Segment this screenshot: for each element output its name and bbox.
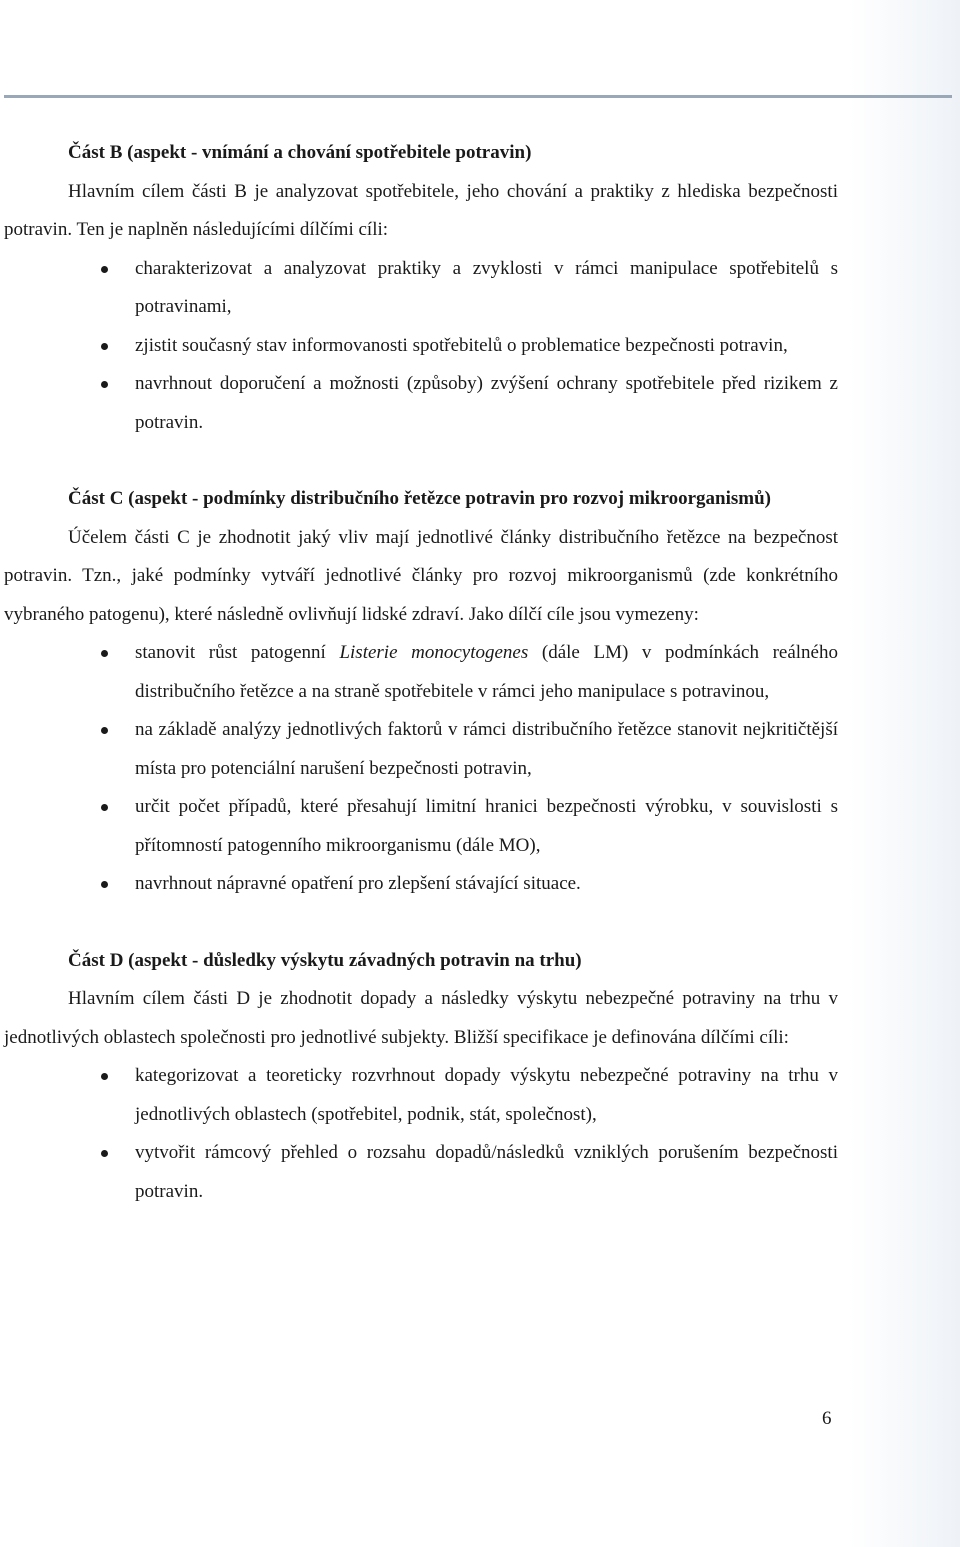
list-item: vytvořit rámcový přehled o rozsahu dopadů/následků vzniklých porušením bezpečnosti potravin.: [4, 1134, 838, 1211]
page-edge-shade: [850, 0, 960, 1547]
list-item-text: stanovit růst patogenní: [135, 642, 340, 663]
section-gap: [4, 904, 838, 942]
list-item: [4, 634, 838, 711]
page-number: 6: [822, 1408, 832, 1429]
list-item: na základě analýzy jednotlivých faktorů v rámci distribučního řetězce stanovit nejkritičtější místa pro potenciální narušení bezpečnosti potravin,: [4, 711, 838, 788]
list-item: kategorizovat a teoreticky rozvrhnout dopady výskytu nebezpečné potraviny na trhu v jednotlivých oblastech (spotřebitel, podnik, stát, společnost),: [4, 1057, 838, 1134]
list-item: zjistit současný stav informovanosti spotřebitelů o problematice bezpečnosti potravin,: [4, 327, 838, 366]
list-item: charakterizovat a analyzovat praktiky a zvyklosti v rámci manipulace spotřebitelů s potravinami,: [4, 250, 838, 327]
section-d-heading: Část D (aspekt - důsledky výskytu závadných potravin na trhu): [68, 949, 582, 971]
section-b-goals-list: [4, 250, 838, 443]
section-b-intro: Hlavním cílem části B je analyzovat spotřebitele, jeho chování a praktiky z hlediska bezpečnosti potravin. Ten je naplněn následujícími dílčími cíli:: [4, 180, 838, 240]
header-rule: [4, 95, 952, 98]
section-d-intro: Hlavním cílem části D je zhodnotit dopady a následky výskytu nebezpečné potraviny na trhu v jednotlivých oblastech společnosti pro jednotlivé subjekty. Bližší specifikace je definována dílčími cíli:: [4, 988, 838, 1048]
list-item: navrhnout nápravné opatření pro zlepšení stávající situace.: [4, 865, 838, 904]
list-item-text: (dále LM) v podmínkách reálného distribučního řetězce a na straně spotřebitele v rámci jeho manipulace s potravinou,: [135, 642, 838, 702]
list-item: navrhnout doporučení a možnosti (způsoby) zvýšení ochrany spotřebitele před rizikem z potravin.: [4, 365, 838, 442]
section-gap: [4, 442, 838, 480]
list-item: určit počet případů, které přesahují limitní hranici bezpečnosti výrobku, v souvislosti s přítomností patogenního mikroorganismu (dále MO),: [4, 788, 838, 865]
section-c-goals-list: [4, 634, 838, 904]
section-c-intro: Účelem části C je zhodnotit jaký vliv mají jednotlivé články distribučního řetězce na bezpečnost potravin. Tzn., jaké podmínky vytváří jednotlivé články pro rozvoj mikroorganismů (zde konkrétního vybraného patogenu), které následně ovlivňují lidské zdraví. Jako dílčí cíle jsou vymezeny:: [4, 526, 838, 625]
section-d-goals-list: [4, 1057, 838, 1211]
document-body: [4, 134, 838, 1211]
section-b-heading: Část B (aspekt - vnímání a chování spotřebitele potravin): [68, 142, 532, 163]
section-c-heading: Část C (aspekt - podmínky distribučního řetězce potravin pro rozvoj mikroorganismů): [68, 488, 771, 509]
species-name: Listerie monocytogenes: [339, 642, 529, 663]
